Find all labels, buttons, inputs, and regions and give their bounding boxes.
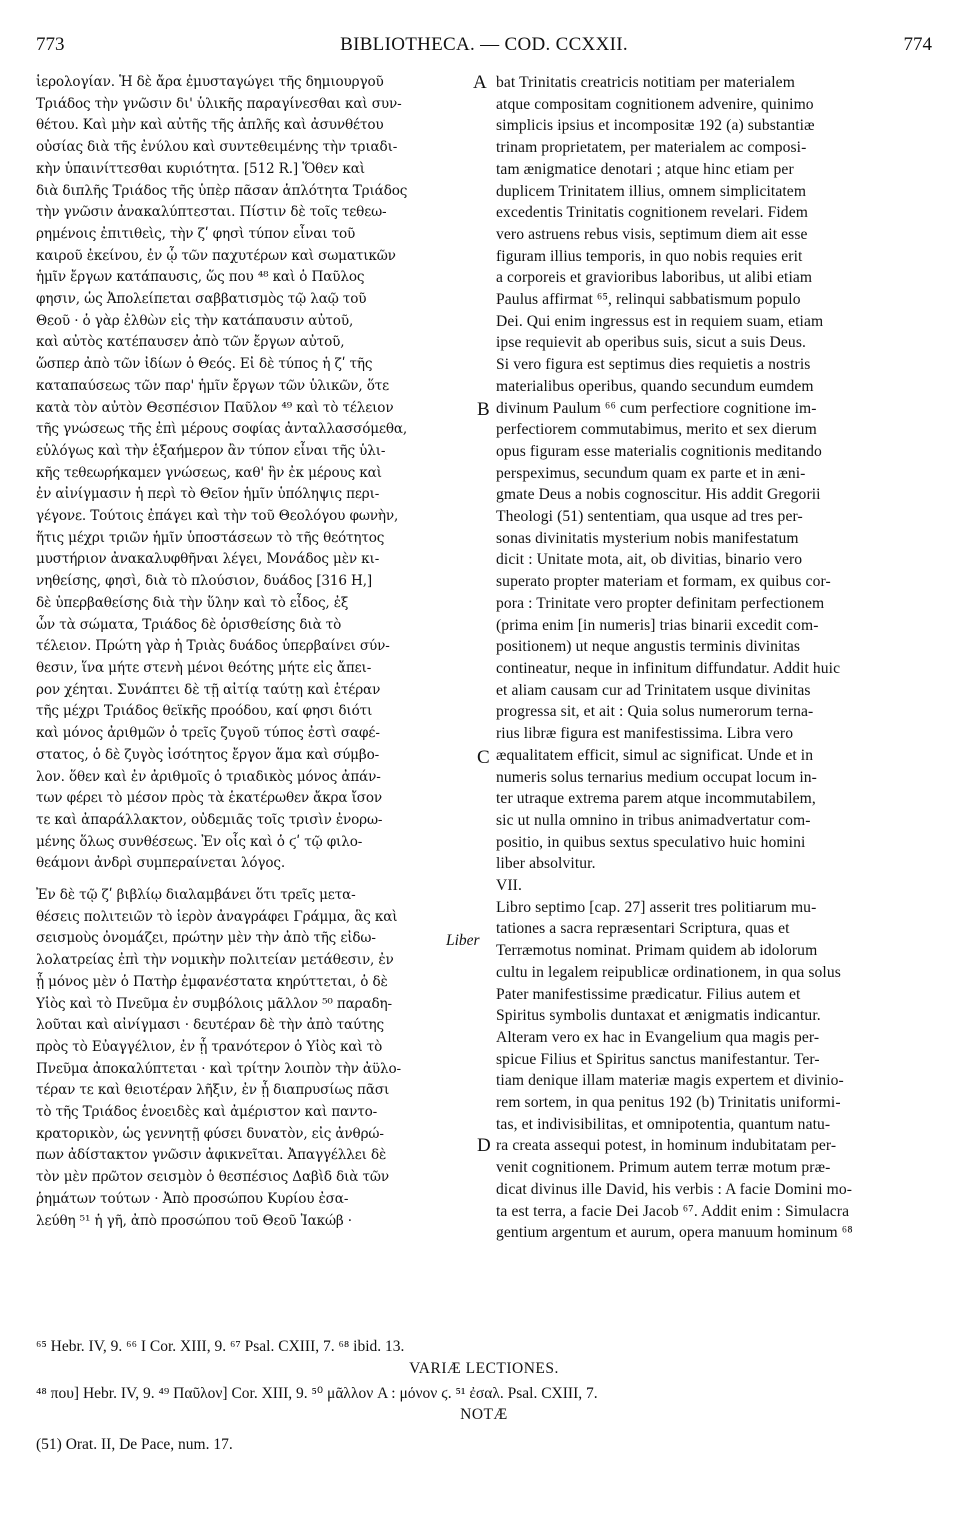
text-line: Τριάδος τὴν γνῶσιν δι' ὑλικῆς παραγίνεσθαι καὶ συν- [36, 95, 402, 112]
text-line: δὲ ὑπερβαθείσης διὰ τὴν ὕλην καὶ τὸ εἶδος, ἐξ [36, 594, 349, 611]
text-line: gentium argentum et aurum, opera manuum hominum ⁶⁸ [496, 1224, 853, 1242]
text-line: dicit : Unitate mota, ait, ob divitias, binario vero [496, 551, 803, 569]
text-line: tas, et indivisibilitas, et omnipotentia, quantum natu- [496, 1115, 831, 1133]
text-line: perspeximus, secundum quam ex parte et in æni- [496, 464, 806, 482]
variae-text: ⁴⁸ που] Hebr. IV, 9. ⁴⁹ Παῦλον] Cor. XIII, 9. ⁵⁰ μᾶλλον A : μόνον ϛ. ⁵¹ ἐσαλ. Psal. CXIII, 7. [36, 1385, 598, 1402]
text-line: εὐλόγως καὶ τὴν ἑξαήμερον ἂν τύπον εἶναι τῆς ὑλι- [36, 442, 386, 459]
text-line: venit cognitionem. Primum autem terræ motum præ- [496, 1159, 831, 1177]
text-line: τὸν μὲν πρῶτον σεισμὸν ὁ θεσπέσιος Δαβὶδ διὰ τῶν [36, 1169, 389, 1186]
text-line: θέσεις πολιτειῶν τὸ ἱερὸν ἀναγράφει Γράμμα, ἃς καὶ [36, 908, 398, 925]
text-line: bat Trinitatis creatricis notitiam per materialem [496, 74, 795, 91]
text-line: cultu in legalem reipublicæ ordinationem, in qua solus [496, 963, 841, 981]
text-line: τῆς γνώσεως τῆς ἐπὶ μέρους σοφίας ἀνταλλασσόμεθα, [36, 421, 408, 438]
text-line: ὧν τὰ σώματα, Τριάδος δὲ ὁρισθείσης διὰ τὸ [36, 616, 342, 633]
text-line: a corporeis et gravioribus laboribus, ut alibi etiam [496, 269, 813, 287]
text-line: perfectiorem commutabimus, merito et sex dierum [496, 421, 817, 439]
variae-title: VARIÆ LECTIONES. [409, 1360, 559, 1377]
text-line: superato propter materiam et formam, ex quibus cor- [496, 573, 831, 591]
text-line: VII. [496, 877, 522, 895]
text-line: (prima enim [in numeris] trias binarii excedit com- [496, 616, 819, 634]
text-line: contineatur, neque in infinitum diffundatur. Addit huic [496, 659, 841, 677]
text-line: τὴν γνῶσιν ἀνακαλύπτεσται. Πίστιν δὲ τοῖς τεθεω- [36, 204, 387, 221]
text-line: simplicis ipsius et incompositæ 192 (a) substantiæ [496, 117, 815, 135]
notae-text: (51) Orat. II, De Pace, num. 17. [36, 1436, 233, 1453]
text-line: λεύθη ⁵¹ ἡ γῆ, ἀπὸ προσώπου τοῦ Θεοῦ Ἰακώβ · [36, 1212, 352, 1229]
text-line: πων ἀδίστακτον γνῶσιν ἀφικνεῖται. Ἀπαγγέλλει δὲ [36, 1147, 387, 1164]
greek-column [36, 72, 488, 1232]
text-line: κατὰ τὸν αὐτὸν Θεσπέσιον Παῦλον ⁴⁹ καὶ τὸ τέλειον [36, 399, 394, 416]
latin-column [496, 72, 930, 1244]
text-line: figuram illius temporis, in quo nobis requies erit [496, 247, 803, 265]
text-line: καὶ αὐτὸς κατέπαυσεν ἀπὸ τῶν ἔργων αὐτοῦ, [36, 334, 345, 351]
text-line: τε καὶ ἀπαράλλακτον, οὐδεμιᾶς τοῖς τρισὶν ἐνορω- [36, 811, 383, 828]
text-line: Spiritus symbolis duntaxat et ænigmatis indicantur. [496, 1007, 821, 1025]
text-line: tiam denique illam materiæ magis expertem et divinio- [496, 1072, 844, 1090]
text-line: στατος, ὁ δὲ ζυγὸς ἰσότητος ἔργον ἅμα καὶ σύμβο- [36, 746, 380, 763]
text-line: gmate Deus a nobis cognoscitur. His addit Gregorii [496, 486, 821, 504]
text-line: γέγονε. Τούτοις ἐπάγει καὶ τὴν τοῦ Θεολόγου φωνὴν, [36, 508, 399, 525]
footnotes: ⁶⁵ Hebr. IV, 9. ⁶⁶ I Cor. XIII, 9. ⁶⁷ Psal. CXIII, 7. ⁶⁸ ibid. 13. [36, 1338, 405, 1355]
text-line: τὸ τῆς Τριάδος ἑνοειδὲς καὶ ἀμέριστον καὶ παντο- [36, 1104, 378, 1121]
text-line: ta est terra, a facie Dei Jacob ⁶⁷. Addit enim : Simulacra [496, 1202, 850, 1220]
text-line: τῆς μέχρι Τριάδος θεϊκῆς προόδου, καί φησι διότι [36, 703, 373, 720]
text-line: ὥσπερ ἀπὸ τῶν ἰδίων ὁ Θεός. Εἰ δὲ τύπος ἡ ζʹ τῆς [36, 356, 373, 373]
text-line: θέτου. Καὶ μὴν καὶ αὐτῆς τῆς ἁπλῆς καὶ ἀσυνθέτου [36, 117, 384, 134]
margin-letter-c: C [477, 747, 490, 768]
text-line: διὰ διπλῆς Τριάδος τῆς ὑπὲρ πᾶσαν ἁπλότητα Τριάδος [36, 182, 408, 199]
text-line: numeris solus ternarius medium occupat locum in- [496, 768, 817, 786]
text-line: Ἐν δὲ τῷ ζʹ βιβλίῳ διαλαμβάνει ὅτι τρεῖς μετα- [36, 887, 356, 904]
text-line: divinum Paulum ⁶⁶ cum perfectiore cognitione im- [496, 399, 817, 417]
text-line: θεσιν, ἵνα μήτε στενὴ μένοι θεότης μήτε εἰς ἄπει- [36, 659, 372, 676]
text-line: σεισμοὺς ὀνομάζει, πρώτην μὲν τὴν ἀπὸ τῆς εἰδω- [36, 930, 376, 947]
text-line: opus figuram esse materialis cognitionis meditando [496, 442, 822, 460]
text-line: Πνεῦμα ἀποκαλύπτεται · καὶ τρίτην λοιπὸν τὴν ἀϋλο- [36, 1060, 401, 1077]
left-page-number: 773 [36, 34, 65, 55]
text-line: Pater manifestissime prædicatur. Filius autem et [496, 985, 801, 1003]
text-line: materialibus operibus, quando secundum eumdem [496, 377, 814, 395]
text-line: sonas divinitatis mysterium nobis manifestatum [496, 529, 799, 547]
text-line: pora : Trinitate vero propter definitam perfectionem [496, 594, 825, 612]
text-line: Theologi (51) sententiam, qua usque ad tres per- [496, 508, 803, 526]
page-header [36, 34, 932, 58]
text-line: spicue Filius et Spiritus sanctus manifestantur. Ter- [496, 1050, 820, 1068]
text-line: trinam proprietatem, per materialem ac composi- [496, 139, 807, 157]
text-line: κῆς τεθεωρήκαμεν γνώσεως, καθ' ἣν ἐκ μέρους καὶ [36, 464, 382, 481]
text-line: vero astruens rebus visis, septimum diem ait esse [496, 225, 808, 243]
text-line: positionem) ut neque angustis terminis divinitas [496, 638, 801, 656]
text-line: καταπαύσεως τῶν παρ' ἡμῖν ἔργων τῶν ὑλικῶν, ὅτε [36, 377, 390, 394]
text-line: excedentis Trinitatis cognitionem revelari. Fidem [496, 204, 808, 222]
text-line: νηθείσης, φησὶ, διὰ τὸ πλούσιον, δυάδος [316 H,] [36, 573, 373, 590]
text-line: atque compositam cognitionem advenire, quinimo [496, 95, 814, 113]
text-line: τέραν τε καὶ θειοτέραν λῆξιν, ἐν ᾗ διαπρυσίως πᾶσι [36, 1082, 390, 1099]
text-line: ter utraque extrema parem atque incommutabilem, [496, 790, 816, 808]
text-line: λον. ὅθεν καὶ ἐν ἀριθμοῖς ὁ τριαδικὸς μόνος ἀπάν- [36, 768, 381, 785]
text-line: ρον χέηται. Συνάπτει δὲ τῇ αἰτίᾳ ταύτῃ καὶ ἑτέραν [36, 681, 381, 698]
text-line: rem sortem, in qua penitus 192 (b) Trinitatis uniformi- [496, 1094, 841, 1112]
text-line: Dei. Qui enim ingressus est in requiem suam, etiam [496, 312, 824, 330]
text-line: κὴν ὑπαινίττεσθαι κυριότητα. [512 R.] Ὅθεν καὶ [36, 160, 365, 177]
right-page-number: 774 [903, 34, 932, 55]
text-line: ἥτις μέχρι τριῶν ἡμῖν ὑποστάσεων τὸ τῆς θεότητος [36, 529, 385, 546]
text-line: οὐσίας διὰ τῆς ἐνύλου καὶ συντεθειμένης τὴν τριαδι- [36, 139, 398, 156]
text-line: Terræmotus nominat. Primam quidem ab idolorum [496, 942, 818, 960]
text-line: των φέρει τὸ μέσον πρὸς τὰ ἑκατέρωθεν ἄκρα ἴσον [36, 790, 383, 807]
text-line: πρὸς τὸ Εὐαγγέλιον, ἐν ᾗ τρανότερον ὁ Υἱὸς καὶ τὸ [36, 1038, 383, 1055]
text-line: duplicem Trinitatem illius, omnem simplicitatem [496, 182, 807, 200]
text-line: καὶ μόνος ἀριθμῶν ὁ τρεῖς ζυγοῦ τύπος ἐστὶ σαφέ- [36, 725, 380, 742]
text-line: tationes a sacra repræsentari Scriptura, quas et [496, 920, 790, 938]
text-line: ῥημάτων τούτων · Ἀπὸ προσώπου Κυρίου ἐσα- [36, 1190, 349, 1207]
text-line [36, 875, 488, 885]
text-line: ἱερολογίαν. Ἡ δὲ ἄρα ἐμυσταγώγει τῆς δημιουργοῦ [36, 74, 384, 90]
text-line: Si vero figura est septimus dies requietis a nostris [496, 356, 811, 374]
text-line: liber absolvitur. [496, 855, 596, 873]
margin-letter-a: A [473, 72, 487, 93]
text-line: Paulus affirmat ⁶⁵, relinqui sabbatismum populo [496, 291, 801, 309]
text-line: positio, in quibus sextus speculativo huic homini [496, 833, 806, 851]
text-line: λοῦται καὶ αἰνίγμασι · δευτέραν δὲ τὴν ἀπὸ ταύτης [36, 1017, 384, 1034]
text-line: ra creata assequi potest, in hominum indubitatam per- [496, 1137, 837, 1155]
text-line: Υἱὸς καὶ τὸ Πνεῦμα ἐν συμβόλοις μᾶλλον ⁵⁰ παραδη- [36, 995, 392, 1012]
margin-letter-d: D [477, 1135, 491, 1156]
text-line: μένης ὅλως συνθέσεως. Ἐν οἷς καὶ ὁ ϛʹ τῷ φιλο- [36, 833, 363, 850]
text-line: et aliam causam cur ad Trinitatem usque divinitas [496, 681, 811, 699]
text-line: æqualitatem efficit, simul ac significat. Unde et in [496, 746, 814, 764]
running-title: BIBLIOTHECA. — COD. CCXXII. [340, 34, 628, 55]
text-line: ἡμῖν ἔργων κατάπαυσις, ὥς που ⁴⁸ καὶ ὁ Παῦλος [36, 269, 365, 286]
text-line: rius libræ figura est manifestissima. Libra vero [496, 725, 794, 743]
notae-title: NOTÆ [460, 1406, 508, 1423]
text-line: ipse requievit ab operibus suis, sicut a suis Deus. [496, 334, 806, 352]
text-line: dicat divinus ille David, his verbis : A facie Domini mo- [496, 1180, 853, 1198]
text-line: ᾗ μόνος μὲν ὁ Πατὴρ ἐμφανέστατα κηρύττεται, ὁ δὲ [36, 973, 388, 990]
text-line: μυστήριον ἀνακαλυφθῆναι λέγει, Μονάδος μὲν κι- [36, 551, 380, 568]
text-line: Alteram vero ex hac in Evangelium qua magis per- [496, 1028, 820, 1046]
text-line: λολατρείας ἐπὶ τὴν νομικὴν πολιτείαν μετάθεσιν, ἐν [36, 952, 394, 969]
text-line: καιροῦ ἐκείνου, ἐν ᾧ τῶν παχυτέρων καὶ σωματικῶν [36, 247, 396, 264]
text-line: sic ut nulla omnino in tribus animadvertatur com- [496, 811, 811, 829]
text-line: Libro septimo [cap. 27] asserit tres politiarum mu- [496, 898, 817, 916]
text-line: θεάμονι ἀνδρὶ συμπεραίνεται λόγος. [36, 855, 286, 872]
liber-label: Liber [446, 932, 480, 949]
text-line: ρημένοις ἐπιτιθεὶς, τὴν ζʹ φησὶ τύπον εἶναι τοῦ [36, 225, 356, 242]
text-line: Θεοῦ · ὁ γὰρ ἐλθὼν εἰς τὴν κατάπαυσιν αὐτοῦ, [36, 312, 354, 329]
text-line: φησιν, ὡς Ἀπολείπεται σαββατισμὸς τῷ λαῷ τοῦ [36, 291, 367, 308]
text-line: progressa sit, et ait : Quia solus numerorum terna- [496, 703, 814, 721]
text-line: τέλειον. Πρώτη γὰρ ἡ Τριὰς δυάδος ὑπερβαίνει σύν- [36, 638, 390, 655]
text-line: κρατορικὸν, ὡς γεννητῇ φύσει δυνατὸν, εἰς ἀνθρώ- [36, 1125, 384, 1142]
text-line: tam ænigmatice denotari ; atque hinc etiam per [496, 160, 794, 178]
text-line: ἐν αἰνίγμασιν ἡ περὶ τὸ Θεῖον ἡμῖν ὑπόληψις περι- [36, 486, 380, 503]
margin-letter-b: B [477, 399, 490, 420]
